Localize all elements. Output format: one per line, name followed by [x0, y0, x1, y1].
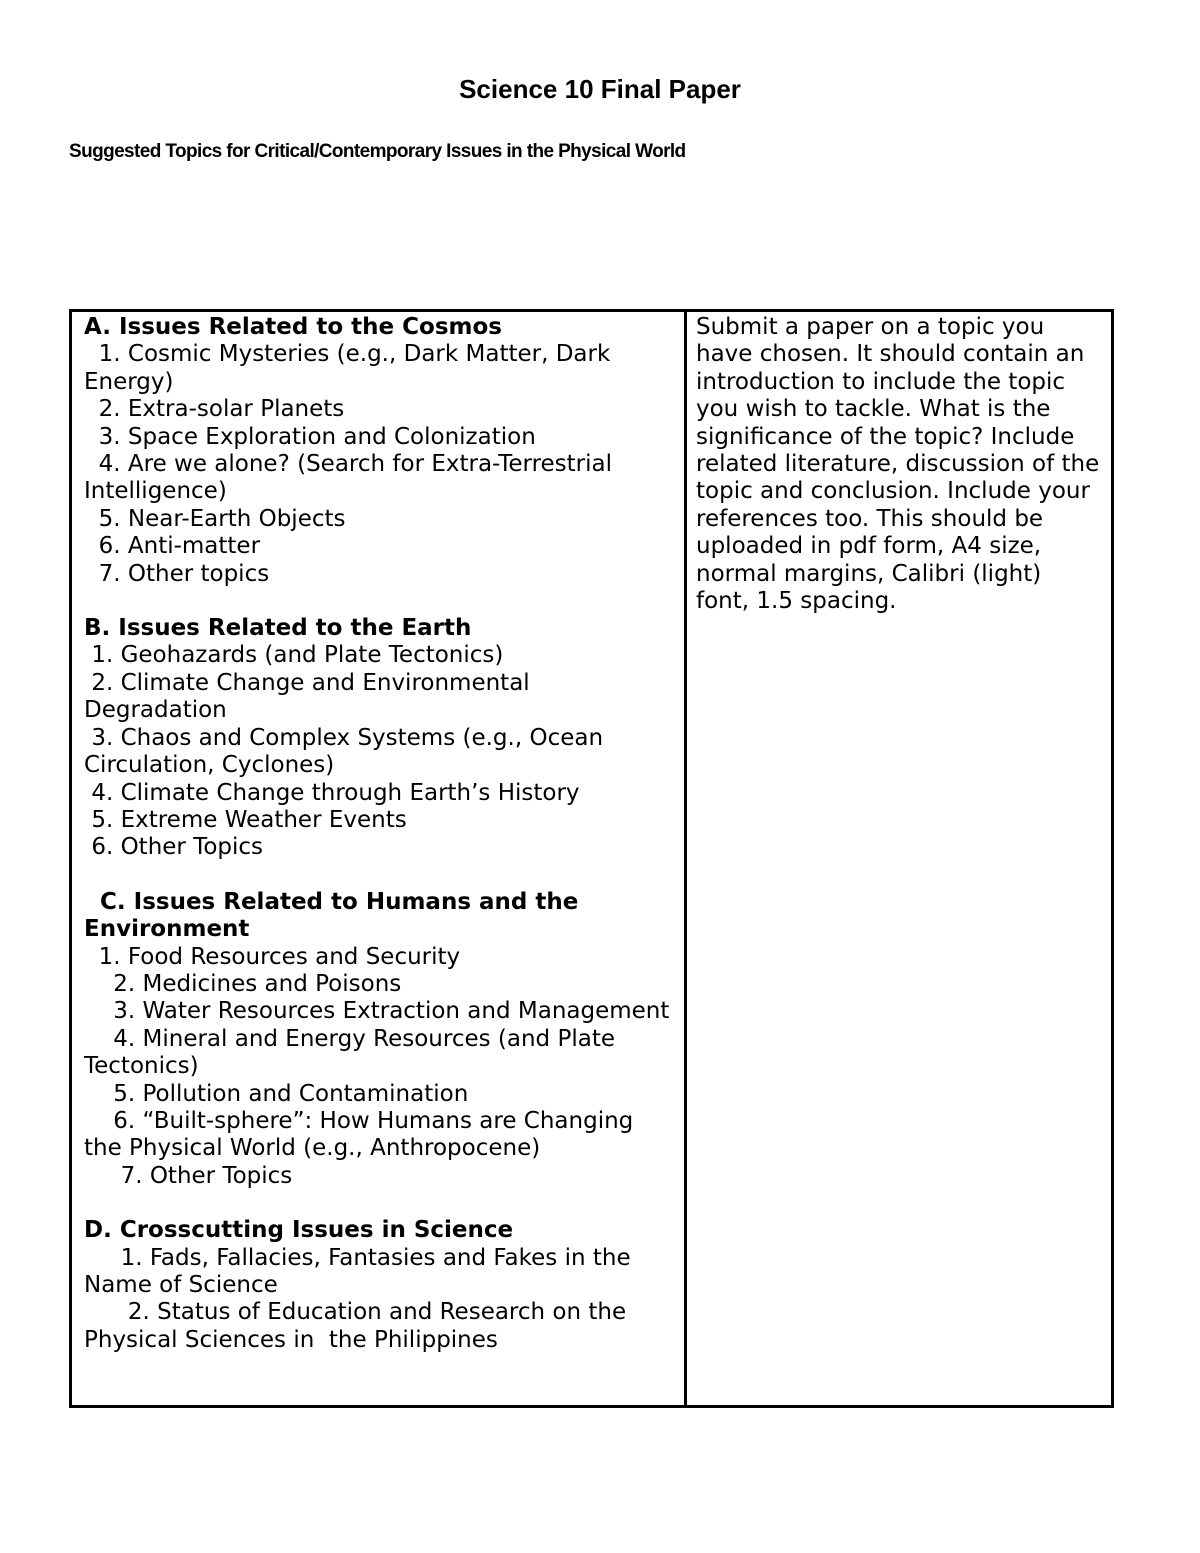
list-item: 5. Extreme Weather Events — [84, 806, 407, 833]
table-row — [71, 311, 1113, 1407]
section-crosscutting — [84, 1217, 672, 1354]
list-item: 1. Fads, Fallacies, Fantasies and Fakes in the Name of Science — [84, 1244, 638, 1298]
list-item: 3. Chaos and Complex Systems (e.g., Ocean Circulation, Cyclones) — [84, 724, 611, 779]
list-item: 1. Geohazards (and Plate Tectonics) — [84, 642, 504, 669]
page-title: Science 10 Final Paper — [459, 74, 741, 104]
list-item: 2. Medicines and Poisons — [84, 970, 402, 997]
spacer — [84, 588, 672, 615]
list-item: 6. Anti-matter — [84, 533, 261, 560]
list-item: 3. Water Resources Extraction and Management — [84, 998, 670, 1025]
section-heading: C. Issues Related to Humans and the Environment — [84, 888, 587, 943]
list-item: 4. Are we alone? (Search for Extra-Terrestrial Intelligence) — [84, 451, 620, 505]
page-subtitle: Suggested Topics for Critical/Contemporary Issues in the Physical World — [69, 141, 686, 162]
list-item: 4. Climate Change through Earth’s History — [84, 779, 580, 806]
spacer — [84, 1190, 672, 1217]
instructions-cell — [686, 311, 1113, 1407]
list-item: 2. Extra-solar Planets — [84, 396, 345, 423]
list-item: 2. Climate Change and Environmental Degradation — [84, 669, 537, 724]
topics-table — [69, 309, 1114, 1408]
spacer — [84, 862, 672, 889]
section-cosmos — [84, 314, 672, 588]
list-item: 6. Other Topics — [84, 834, 264, 861]
list-item: 5. Pollution and Contamination — [84, 1080, 469, 1107]
list-item: 2. Status of Education and Research on the Physical Sciences in the Philippines — [84, 1299, 634, 1353]
list-item: 3. Space Exploration and Colonization — [84, 423, 536, 450]
section-heading: B. Issues Related to the Earth — [84, 615, 472, 642]
section-heading: D. Crosscutting Issues in Science — [84, 1217, 514, 1244]
list-item: 5. Near-Earth Objects — [84, 505, 346, 532]
list-item: 7. Other topics — [84, 560, 270, 587]
topics-cell — [71, 311, 686, 1407]
list-item: 4. Mineral and Energy Resources (and Plate Tectonics) — [84, 1025, 623, 1080]
list-item: 1. Cosmic Mysteries (e.g., Dark Matter, Dark Energy) — [84, 341, 618, 395]
list-item: 1. Food Resources and Security — [84, 943, 461, 970]
section-earth — [84, 615, 672, 862]
section-heading: A. Issues Related to the Cosmos — [84, 314, 502, 340]
instructions-text: Submit a paper on a topic you have chosen. It should contain an introduction to include the topic you wish to tackle. What is the significance of the topic? Include related literature, discussion of the topic and conclusion. Include your references too. This should be uploaded in pdf form, A4 size, normal margins, Calibri (light) font, 1.5 spacing. — [696, 314, 1107, 615]
section-humans-environment — [84, 889, 672, 1190]
list-item: 7. Other Topics — [84, 1162, 293, 1189]
list-item: 6. “Built-sphere”: How Humans are Changing the Physical World (e.g., Anthropocene) — [84, 1107, 641, 1162]
